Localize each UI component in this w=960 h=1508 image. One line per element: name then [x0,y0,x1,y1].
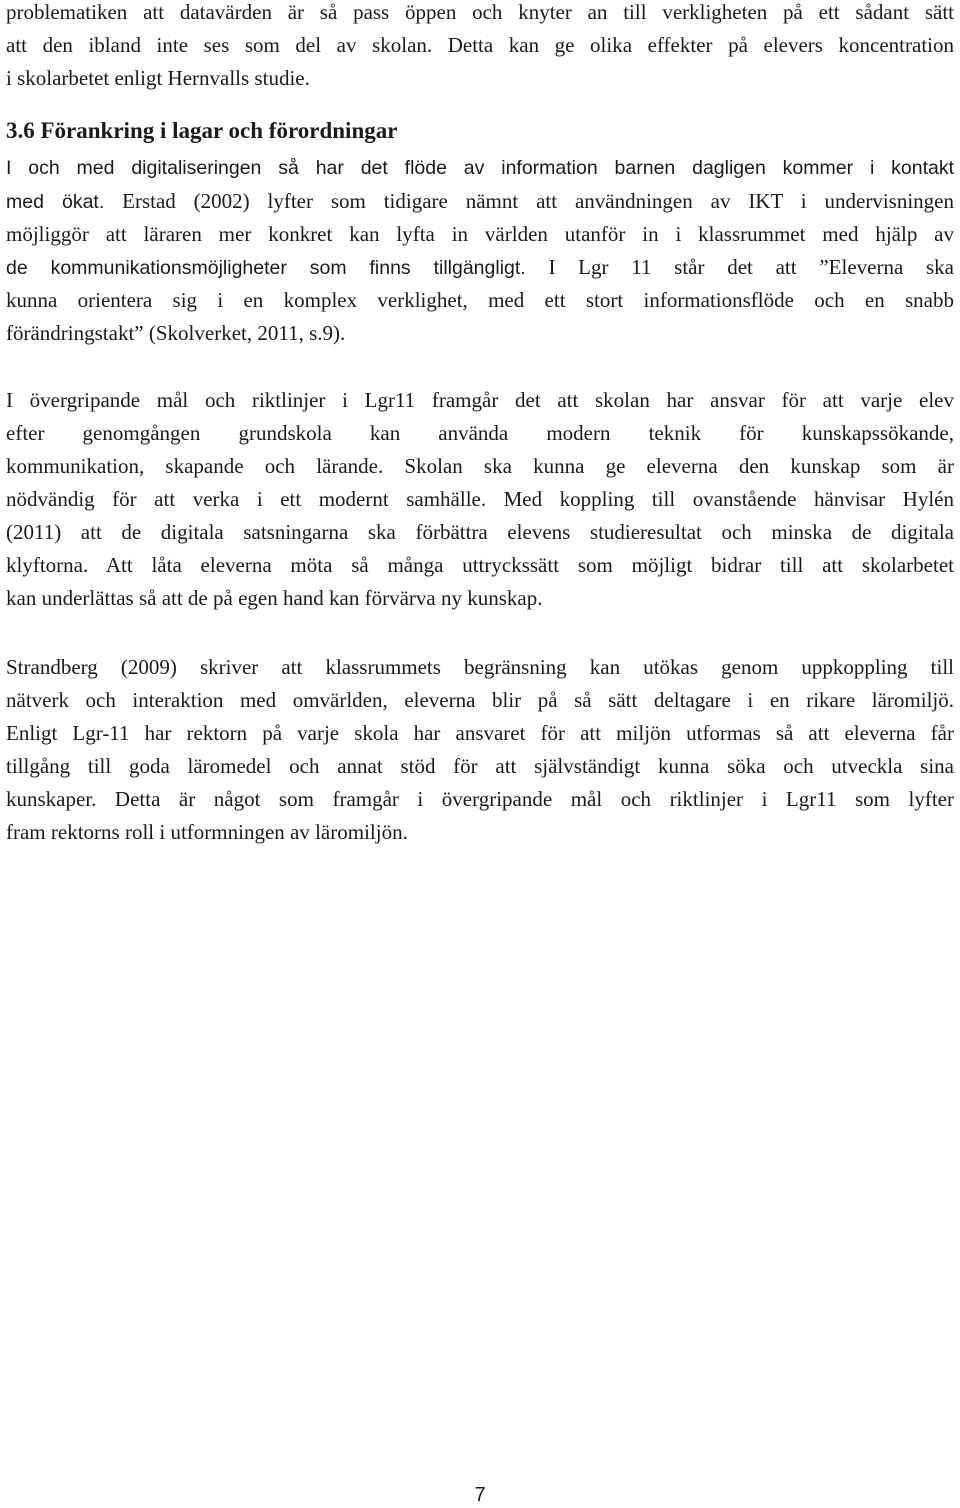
text-line: kommunikation, skapande och lärande. Skolan ska kunna ge eleverna den kunskap som är [6,454,954,478]
text-line: (2011) att de digitala satsningarna ska förbättra elevens studieresultat och minska de digitala [6,520,954,544]
text-line: efter genomgången grundskola kan använda modern teknik för kunskapssökande, [6,421,954,445]
text-line: Strandberg (2009) skriver att klassrummets begränsning kan utökas genom uppkoppling till [6,655,954,679]
page-number: 7 [474,1484,486,1506]
text-line: tillgång till goda läromedel och annat stöd för att självständigt kunna söka och utveckla sina [6,754,954,778]
text-line: nätverk och interaktion med omvärlden, eleverna blir på så sätt deltagare i en rikare läromiljö. [6,688,954,712]
text-line: förändringstakt” (Skolverket, 2011, s.9). [6,321,346,345]
text-line: kan underlättas så att de på egen hand kan förvärva ny kunskap. [6,586,543,610]
text-fragment-sans: de kommunikationsmöjligheter som finns tillgängligt. [6,257,526,279]
text-fragment-sans: med ökat. [6,191,105,213]
text-line: kunna orientera sig i en komplex verklighet, med ett stort informationsflöde och en snabb [6,288,954,312]
intro-paragraph [6,0,954,95]
text-line: problematiken att datavärden är så pass öppen och knyter an till verkligheten på ett sådant sätt [6,0,954,24]
text-line: Enligt Lgr-11 har rektorn på varje skola har ansvaret för att miljön utformas så att eleverna får [6,721,954,745]
text-line: klyftorna. Att låta eleverna möta så många uttryckssätt som möjligt bidrar till att skolarbetet [6,553,954,577]
text-line [6,185,954,218]
paragraph-1 [6,152,954,350]
paragraph-2 [6,384,954,615]
text-line: nödvändig för att verka i ett modernt samhälle. Med koppling till ovanstående hänvisar Hylén [6,487,954,511]
text-line: fram rektorns roll i utformningen av läromiljön. [6,820,408,844]
text-line [6,251,954,284]
text-fragment: Erstad (2002) lyfter som tidigare nämnt att användningen av IKT i undervisningen [104,189,954,213]
text-fragment: I Lgr 11 står det att ”Eleverna ska [525,255,954,279]
text-line: kunskaper. Detta är något som framgår i övergripande mål och riktlinjer i Lgr11 som lyfter [6,787,954,811]
section-heading: 3.6 Förankring i lagar och förordningar [6,118,398,143]
text-line: I och med digitaliseringen så har det flöde av information barnen dagligen kommer i kontakt [6,157,954,179]
text-line: att den ibland inte ses som del av skolan. Detta kan ge olika effekter på elevers koncentration [6,33,954,57]
paragraph-3 [6,651,954,849]
text-line: I övergripande mål och riktlinjer i Lgr11 framgår det att skolan har ansvar för att varje elev [6,388,954,412]
text-line: i skolarbetet enligt Hernvalls studie. [6,66,310,90]
document-page [6,0,954,1508]
text-line: möjliggör att läraren mer konkret kan lyfta in världen utanför in i klassrummet med hjälp av [6,222,954,246]
